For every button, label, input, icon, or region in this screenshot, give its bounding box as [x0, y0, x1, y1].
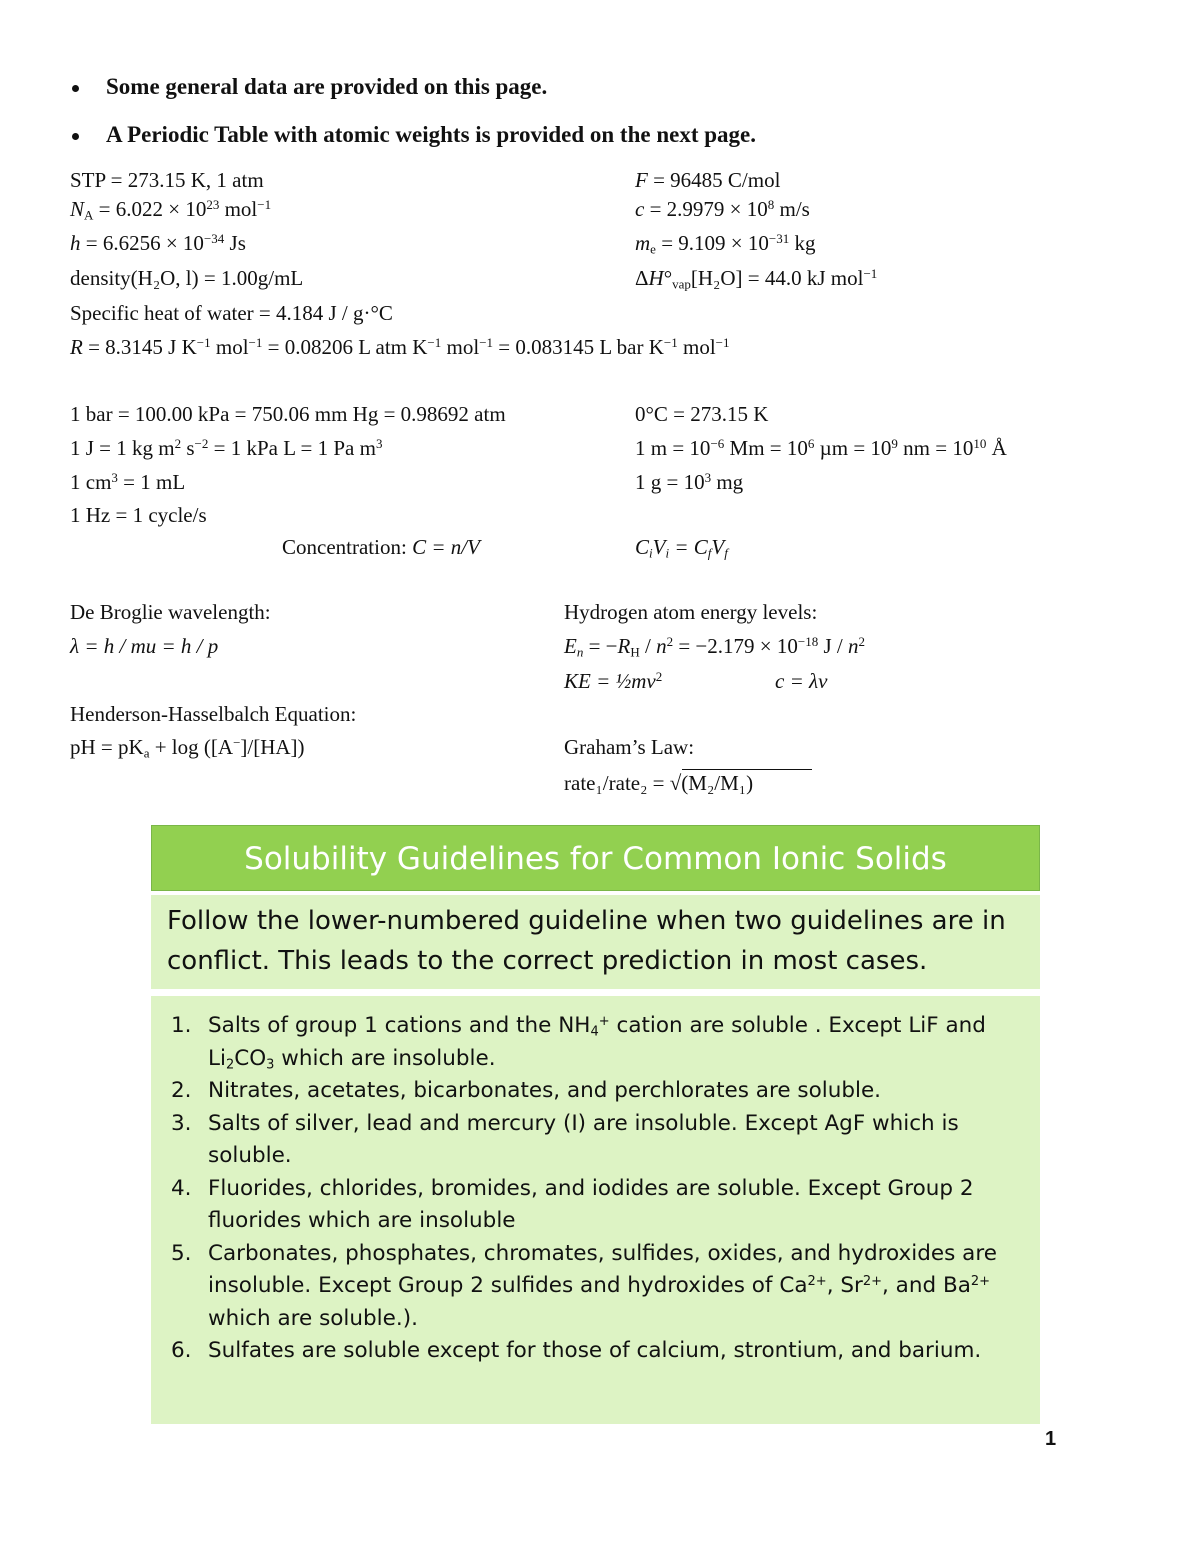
bullet-dot — [72, 85, 79, 92]
page-number: 1 — [1045, 1428, 1057, 1450]
rule-item: 3. Salts of silver, lead and mercury (I) are insoluble. Except AgF which is soluble. — [171, 1110, 959, 1168]
bullet-periodic-table: A Periodic Table with atomic weights is provided on the next page. — [106, 122, 756, 147]
faraday-line: F = 96485 C/mol — [635, 168, 781, 192]
gas-constant-line: R = 8.3145 J $K^{-1}$ mol$^{-1}$ = 0.08206 L atm $K^{-1}$ mol$^{-1}$ = 0.083145 L bar $K^{-1}$ mol$^{-1}$ — [70, 334, 730, 359]
solubility-title: Solubility Guidelines for Common Ionic Solids — [151, 825, 1040, 891]
dilution-formula: $C_iV_i = C_fV_f$ — [635, 535, 728, 561]
graham-label: Graham’s Law: — [564, 735, 695, 759]
zero-celsius: 0°C = 273.15 K — [635, 402, 769, 426]
avogadro-line: $N_A = 6.022 \times 10^{23}$ mol$^{-1}$ — [70, 196, 272, 223]
hertz-conversion: 1 Hz = 1 cycle/s — [70, 503, 207, 527]
light-speed-line: $c = 2.9979 \times 10^8$ m/s — [635, 196, 810, 221]
debroglie-formula: λ = h / mu = h / p — [70, 634, 219, 658]
stp-line: STP = 273.15 K, 1 atm — [70, 168, 264, 192]
solubility-note: Follow the lower-numbered guideline when two guidelines are in conflict. This leads to the correct prediction in most cases. — [151, 895, 1040, 989]
joule-conversion: 1 J = 1 kg $m^2$ $s^{-2} = 1$ kPa L = 1 Pa $m^3$ — [70, 435, 383, 460]
cm3-conversion: 1 $cm^3 = 1$ mL — [70, 469, 186, 494]
bar-conversion: 1 bar = 100.00 kPa = 750.06 mm Hg = 0.98692 atm — [70, 402, 506, 426]
rule-item: 2. Nitrates, acetates, bicarbonates, and perchlorates are soluble. — [171, 1078, 882, 1103]
gram-conversion: 1 $g = 10^3$ mg — [635, 469, 744, 494]
hh-label: Henderson-Hasselbalch Equation: — [70, 702, 357, 726]
meter-conversion: 1 $m = 10^{-6}$ $Mm = 10^6$ $\mu m = 10^9$ nm = $10^{10}$ Å — [635, 435, 1007, 460]
solubility-rules — [151, 996, 1040, 1424]
rule-item: 6. Sulfates are soluble except for those of calcium, strontium, and barium. — [171, 1338, 982, 1363]
hydrogen-label: Hydrogen atom energy levels: — [564, 600, 818, 624]
rule-item: 1. Salts of group 1 cations and the $NH_4^+$ cation are soluble . Except LiF and $Li_2CO_3$ which are insoluble. — [171, 1013, 986, 1072]
planck-line: $h = 6.6256 \times 10^{-34}$ Js — [70, 230, 246, 255]
rule-item: 5. Carbonates, phosphates, chromates, sulfides, oxides, and hydroxides are insoluble. Except Group 2 sulfides and hydroxides of $Ca^{2+}$, $Sr^{2+}$, and $Ba^{2+}$ which are soluble.). — [171, 1240, 997, 1331]
enthalpy-vap-line: $\Delta H^\circ_{vap}[H_2O] = 44.0$ kJ mol$^{-1}$ — [635, 265, 878, 292]
electron-mass-line: $m_e = 9.109 \times 10^{-31}$ kg — [635, 230, 816, 257]
bullet-dot — [72, 133, 79, 140]
wave-speed-formula: c = λv — [775, 669, 828, 693]
rule-item: 4. Fluorides, chlorides, bromides, and iodides are soluble. Except Group 2 fluorides which are insoluble — [171, 1175, 974, 1233]
hydrogen-formula: $E_n = -R_H / n^2 = -2.179 \times 10^{-18}$ J / $n^2$ — [564, 633, 865, 660]
hh-formula: pH = $pK_a + \log ([A^-]/[HA])$ — [70, 734, 305, 761]
density-line: density(H₂O, l) = 1.00g/mL — [70, 266, 304, 290]
concentration-formula: Concentration: C = n/V — [282, 535, 480, 559]
kinetic-energy-formula: KE = $\frac{1}{2}mv^2$ — [564, 668, 663, 693]
graham-formula: rate₁/rate₂ = √(M₂/M₁) — [564, 771, 754, 795]
debroglie-label: De Broglie wavelength: — [70, 600, 271, 624]
specific-heat-line: Specific heat of water = 4.184 J / g·°C — [70, 301, 393, 325]
bullet-general-data: Some general data are provided on this page. — [106, 74, 548, 99]
